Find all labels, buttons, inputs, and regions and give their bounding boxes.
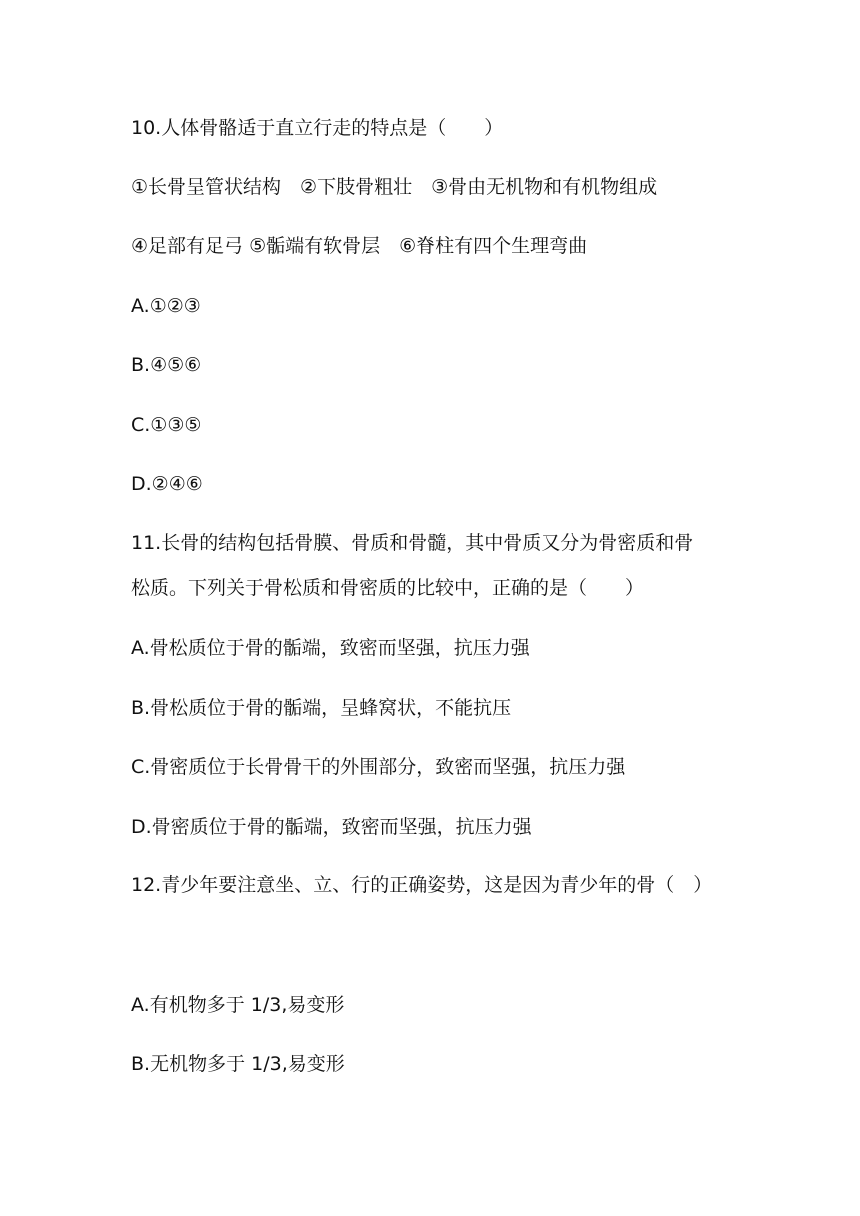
question-11-stem-line-1: 11.长骨的结构包括骨膜、骨质和骨髓，其中骨质又分为骨密质和骨: [131, 532, 694, 554]
question-12-option-b: B.无机物多于 1/3,易变形: [131, 1053, 345, 1075]
question-11-option-a: A.骨松质位于骨的骺端，致密而坚强，抗压力强: [131, 637, 530, 659]
question-11-stem-line-2: 松质。下列关于骨松质和骨密质的比较中，正确的是（ ）: [131, 577, 645, 599]
question-10-option-a: A.①②③: [131, 295, 201, 317]
question-10-statements-line-1: ①长骨呈管状结构 ②下肢骨粗壮 ③骨由无机物和有机物组成: [131, 176, 658, 198]
question-12-option-a: A.有机物多于 1/3,易变形: [131, 994, 345, 1016]
question-11-option-c: C.骨密质位于长骨骨干的外围部分，致密而坚强，抗压力强: [131, 756, 626, 778]
question-10-option-d: D.②④⑥: [131, 473, 203, 495]
question-10-stem: 10.人体骨骼适于直立行走的特点是（ ）: [131, 117, 504, 139]
question-11-option-b: B.骨松质位于骨的骺端，呈蜂窝状，不能抗压: [131, 697, 512, 719]
question-12-stem: 12.青少年要注意坐、立、行的正确姿势，这是因为青少年的骨（ ）: [131, 874, 713, 896]
question-10-option-c: C.①③⑤: [131, 414, 202, 436]
question-10-option-b: B.④⑤⑥: [131, 354, 202, 376]
question-10-statements-line-2: ④足部有足弓 ⑤骺端有软骨层 ⑥脊柱有四个生理弯曲: [131, 235, 588, 257]
question-11-option-d: D.骨密质位于骨的骺端，致密而坚强，抗压力强: [131, 816, 532, 838]
